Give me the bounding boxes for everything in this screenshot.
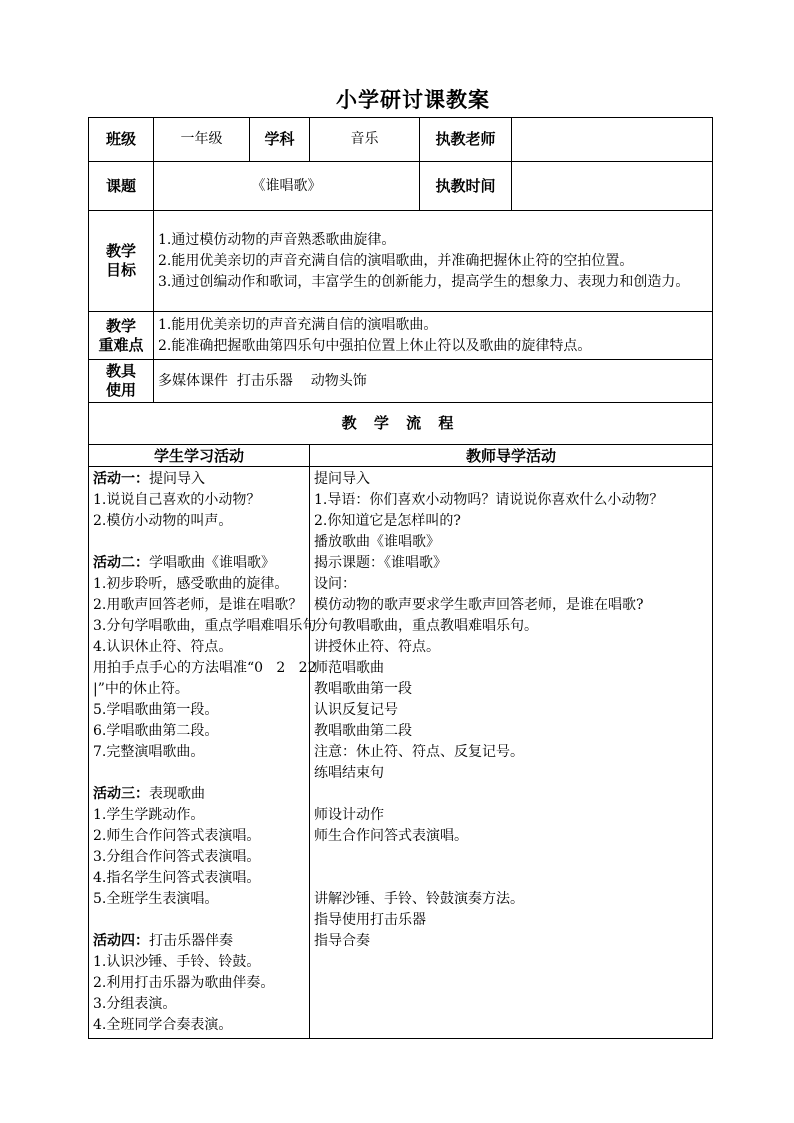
list-item: 3.分组表演。: [93, 996, 177, 1012]
goal-item-3: 3.通过创编动作和歌词，丰富学生的创新能力，提高学生的想象力、表现力和创造力。: [158, 273, 690, 290]
list-item: 认识反复记号: [314, 702, 398, 718]
goals-content: [154, 211, 713, 312]
subject-value: 音乐: [310, 118, 420, 162]
list-item: 指导合奏: [314, 933, 370, 949]
teacher-value: [512, 118, 713, 162]
tools-label: [89, 360, 154, 403]
tools-label-line-1: 教具: [105, 362, 136, 380]
list-item: 教唱歌曲第二段: [314, 723, 412, 739]
goal-item-1: 1.通过模仿动物的声音熟悉歌曲旋律。: [158, 231, 396, 248]
list-item: 2.利用打击乐器为歌曲伴奏。: [93, 975, 275, 991]
key-points-content: [154, 312, 713, 360]
goals-label: [89, 211, 154, 312]
list-item: 4.认识休止符、符点。: [93, 639, 233, 655]
class-label: 班级: [89, 118, 154, 162]
student-activity-3-title: 活动三：表现歌曲: [93, 786, 205, 802]
list-item: 师生合作问答式表演唱。: [314, 828, 468, 844]
list-item: 讲授休止符、符点。: [314, 639, 440, 655]
list-item: 5.学唱歌曲第一段。: [93, 702, 219, 718]
goal-item-2: 2.能用优美亲切的声音充满自信的演唱歌曲，并准确把握休止符的空拍位置。: [158, 252, 634, 269]
list-item: 6.学唱歌曲第二段。: [93, 723, 219, 739]
subject-label: 学科: [250, 118, 310, 162]
goals-label-line-1: 教学: [105, 242, 136, 260]
key-points-label-line-1: 教学: [105, 316, 136, 335]
list-item: 揭示课题：《谁唱歌》: [314, 555, 447, 571]
document-title: 小学研讨课教案: [336, 87, 490, 112]
list-item: 设问：: [314, 576, 356, 592]
list-item: 2.模仿小动物的叫声。: [93, 513, 233, 529]
list-item: 5.全班学生表演唱。: [93, 891, 219, 907]
list-item: 讲解沙锤、手铃、铃鼓演奏方法。: [314, 891, 524, 907]
goals-label-line-2: 目标: [105, 261, 136, 279]
list-item: 4.指名学生问答式表演唱。: [93, 870, 261, 886]
list-item: |”中的休止符。: [93, 681, 189, 697]
tools-value: 多媒体课件 打击乐器 动物头饰: [154, 360, 713, 403]
tools-label-line-2: 使用: [105, 381, 136, 399]
student-activity-4-title: 活动四：打击乐器伴奏: [93, 933, 233, 949]
list-item: 分句教唱歌曲，重点教唱难唱乐句。: [314, 618, 538, 634]
list-item: 提问导入: [314, 471, 370, 487]
list-item: 7.完整演唱歌曲。: [93, 744, 205, 760]
list-item: 用拍手点手心的方法唱准“0 2 22: [93, 660, 317, 676]
list-item: 师设计动作: [314, 807, 384, 823]
list-item: 3.分句学唱歌曲，重点学唱难唱乐句: [93, 618, 317, 634]
list-item: 教唱歌曲第一段: [314, 681, 412, 697]
student-activity-1-title: 活动一：提问导入: [93, 471, 205, 487]
list-item: 练唱结束句: [314, 765, 384, 781]
list-item: 4.全班同学合奏表演。: [93, 1017, 233, 1033]
topic-label: 课题: [89, 162, 154, 211]
list-item: 2.用歌声回答老师，是谁在唱歌？: [93, 597, 303, 613]
flow-title: 教 学 流 程: [89, 403, 713, 445]
topic-value: 《谁唱歌》: [154, 162, 420, 211]
list-item: 师范唱歌曲: [314, 660, 384, 676]
list-item: 注意：休止符、符点、反复记号。: [314, 744, 524, 760]
time-label: 执教时间: [420, 162, 512, 211]
list-item: 1.说说自己喜欢的小动物？: [93, 492, 261, 508]
key-point-item-2: 2.能准确把握歌曲第四乐句中强拍位置上休止符以及歌曲的旋律特点。: [158, 337, 592, 354]
list-item: 模仿动物的歌声要求学生歌声回答老师，是谁在唱歌?: [314, 597, 644, 613]
student-activity-2-title: 活动二：学唱歌曲《谁唱歌》: [93, 555, 275, 571]
list-item: 1.导语：你们喜欢小动物吗？请说说你喜欢什么小动物？: [314, 492, 664, 508]
teacher-activity-header: 教师导学活动: [310, 445, 713, 467]
student-activities: [89, 467, 317, 1039]
list-item: 指导使用打击乐器: [314, 912, 426, 928]
teacher-activities: [310, 467, 713, 1039]
time-value: [512, 162, 713, 211]
list-item: 2.师生合作问答式表演唱。: [93, 828, 261, 844]
student-activity-header: 学生学习活动: [89, 445, 310, 467]
list-item: 2.你知道它是怎样叫的?: [314, 513, 461, 529]
teacher-label: 执教老师: [420, 118, 512, 162]
lesson-plan-table: [88, 117, 713, 1039]
list-item: 1.认识沙锤、手铃、铃鼓。: [93, 954, 261, 970]
key-points-label: [89, 312, 154, 360]
list-item: 1.初步聆听，感受歌曲的旋律。: [93, 576, 289, 592]
key-point-item-1: 1.能用优美亲切的声音充满自信的演唱歌曲。: [158, 316, 438, 333]
list-item: 1.学生学跳动作。: [93, 807, 205, 823]
list-item: 播放歌曲《谁唱歌》: [314, 534, 440, 550]
key-points-label-line-2: 重难点: [98, 335, 144, 354]
class-value: 一年级: [154, 118, 250, 162]
list-item: 3.分组合作问答式表演唱。: [93, 849, 261, 865]
